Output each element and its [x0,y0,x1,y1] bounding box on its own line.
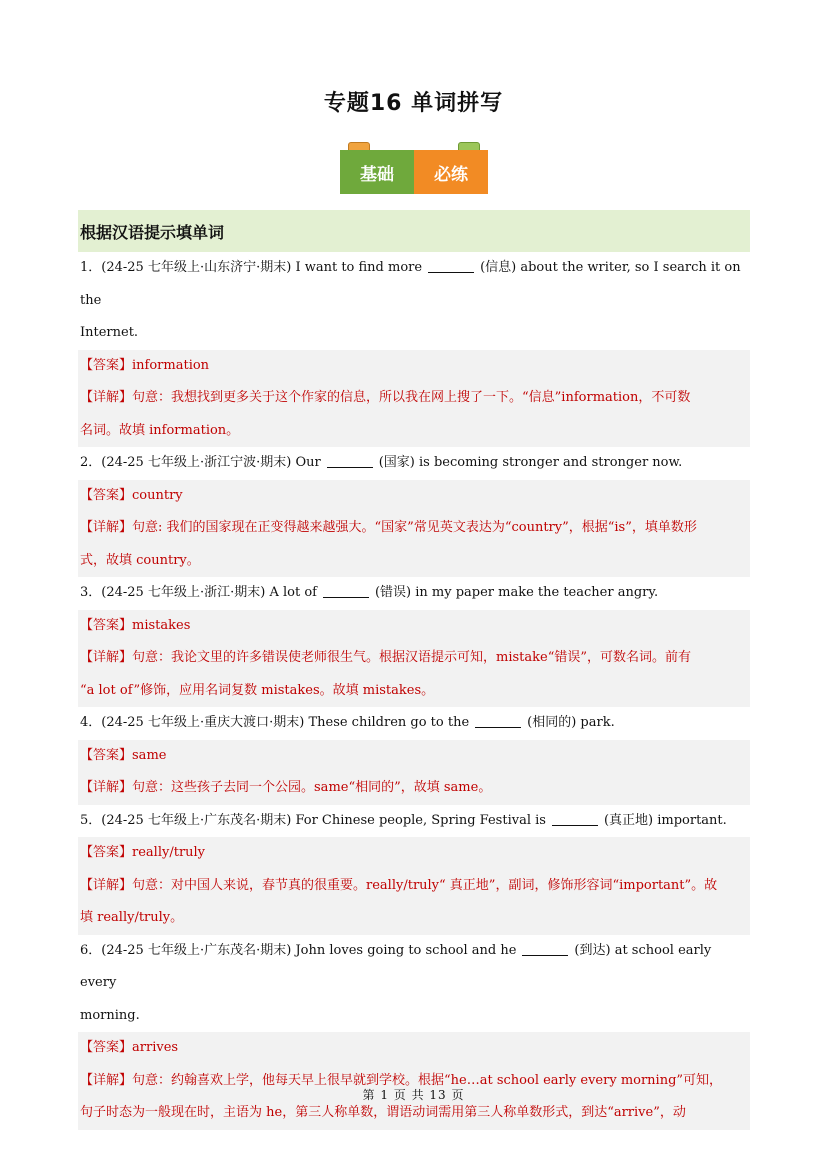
answer-blank [475,713,521,728]
detail-3-cont: “a lot of”修饰，应用名词复数 mistakes。故填 mistakes。 [78,675,750,708]
answer-6: 【答案】arrives [78,1032,750,1065]
detail-1-cont: 名词。故填 information。 [78,415,750,448]
badge-left: 基础 [340,150,414,194]
badge-right: 必练 [414,150,488,194]
page-footer: 第 1 页 共 13 页 [362,1088,465,1102]
question-list [78,252,750,1130]
detail-3: 【详解】句意：我论文里的许多错误使老师很生气。根据汉语提示可知，mistake“错误”，可数名词。前有 [78,642,750,675]
answer-blank [522,941,568,956]
detail-6: 【详解】句意：约翰喜欢上学，他每天早上很早就到学校。根据“he…at school early every morning”可知， [78,1065,750,1098]
question-4: 4．(24-25 七年级上·重庆大渡口·期末) These children go to the (相同的) park. [80,715,615,730]
answer-blank [327,453,373,468]
answer-4: 【答案】same [78,740,750,773]
answer-blank [428,258,474,273]
detail-2: 【详解】句意: 我们的国家现在正变得越来越强大。“国家”常见英文表达为“country”，根据“is”，填单数形 [78,512,750,545]
answer-3: 【答案】mistakes [78,610,750,643]
detail-2-cont: 式，故填 country。 [78,545,750,578]
section-heading: 根据汉语提示填单词 [78,210,750,252]
question-6-cont: morning. [80,1007,140,1023]
answer-blank [552,811,598,826]
detail-4: 【详解】句意：这些孩子去同一个公园。same“相同的”，故填 same。 [78,772,750,805]
detail-5-cont: 填 really/truly。 [78,902,750,935]
detail-5: 【详解】句意：对中国人来说，春节真的很重要。really/truly“ 真正地”，副词，修饰形容词“important”。故 [78,870,750,903]
answer-blank [323,583,369,598]
answer-2: 【答案】country [78,480,750,513]
answer-1: 【答案】information [78,350,750,383]
section-badge [340,150,488,194]
detail-1: 【详解】句意：我想找到更多关于这个作家的信息，所以我在网上搜了一下。“信息”information，不可数 [78,382,750,415]
question-5: 5．(24-25 七年级上·广东茂名·期末) For Chinese people, Spring Festival is (真正地) important. [80,812,727,828]
page-title: 专题16 单词拼写 [323,91,504,116]
detail-6-cont: 句子时态为一般现在时，主语为 he，第三人称单数，谓语动词需用第三人称单数形式，到达“arrive”，动 [78,1097,750,1130]
question-2: 2．(24-25 七年级上·浙江宁波·期末) Our (国家) is becoming stronger and stronger now. [80,455,683,470]
question-3: 3．(24-25 七年级上·浙江·期末) A lot of (错误) in my paper make the teacher angry. [80,585,659,600]
answer-5: 【答案】really/truly [78,837,750,870]
question-1-cont: Internet. [80,325,139,340]
question-1: 1．(24-25 七年级上·山东济宁·期末) I want to find more (信息) about the writer, so I search it on the [80,260,741,308]
question-6: 6．(24-25 七年级上·广东茂名·期末) John loves going to school and he (到达) at school early every [80,942,712,990]
